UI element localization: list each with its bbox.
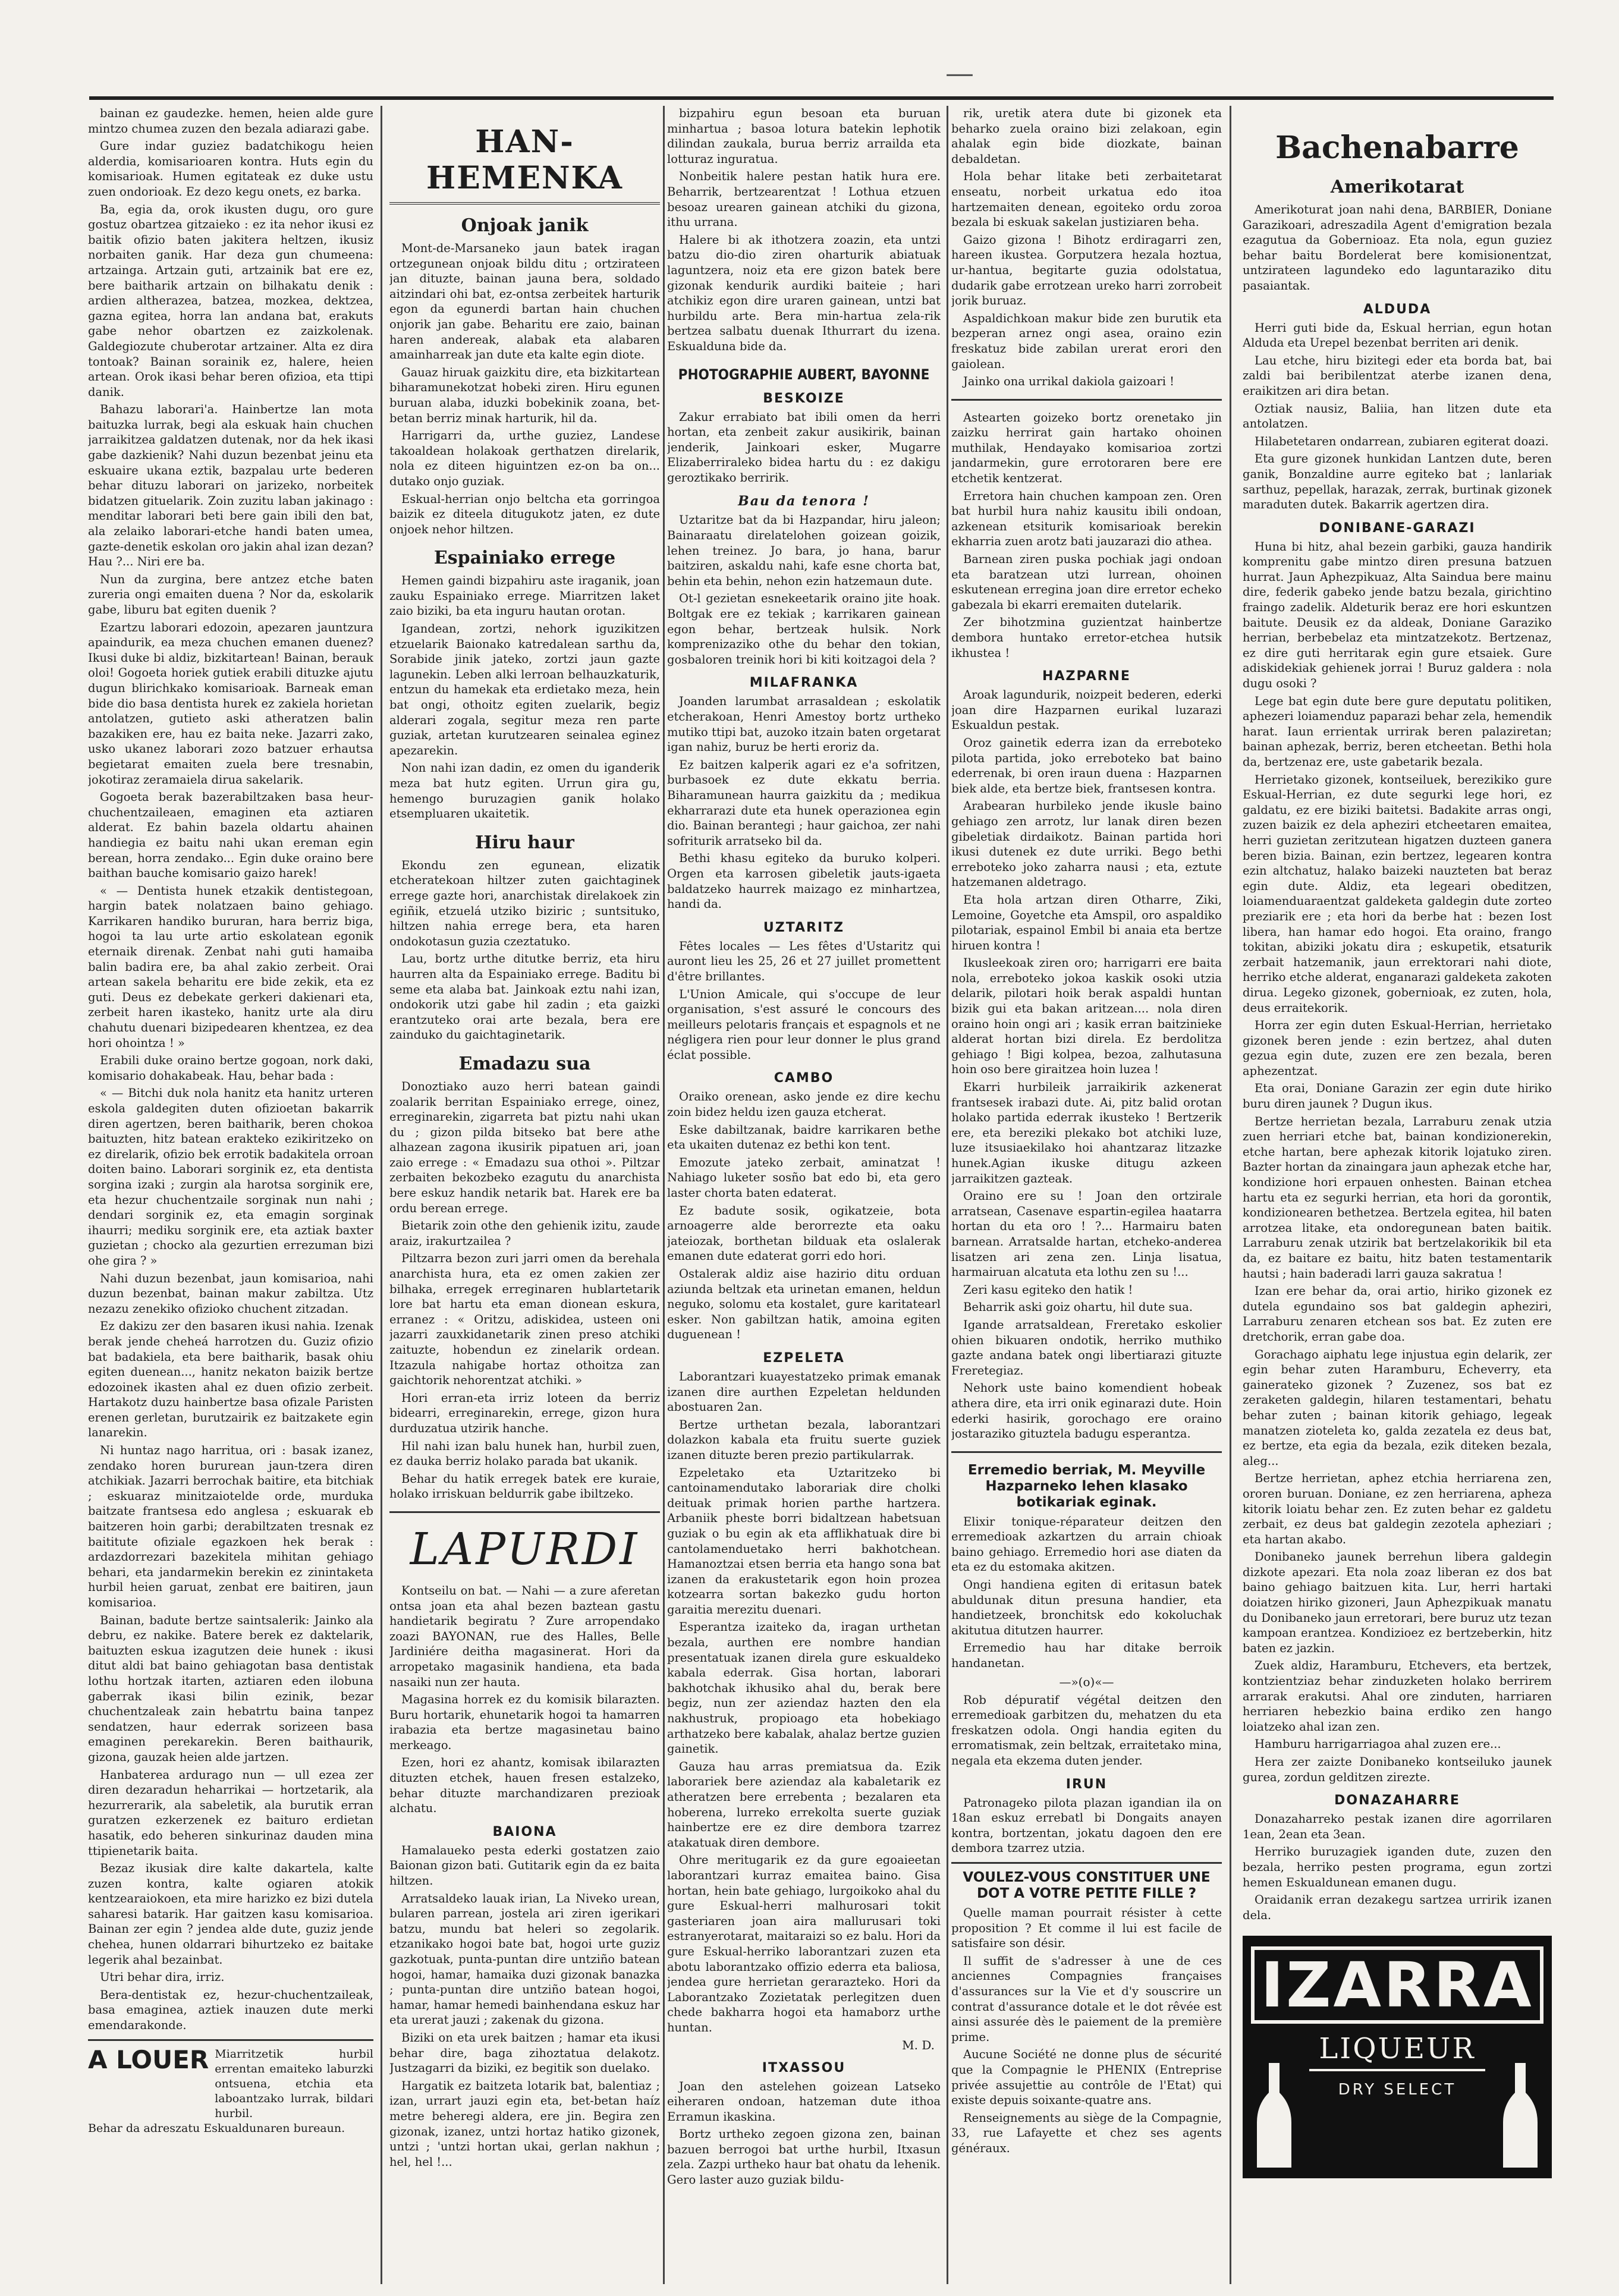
paragraph: bizpahiru egun besoan eta buruan minhartua ; basoa lotura batekin lephotik dilindan zaukala, burua berriz arrailda eta lotturaz inguratua.	[667, 106, 941, 166]
paragraph: Uztaritze bat da bi Hazpandar, hiru jaleon; Bainaraatu direlatelohen goizean goizik, lehen treinez. Jo bara, jo hana, barur baitziren, askaldu nahi, kafe esne chorta bat, behin eta behin, nehon ezin hatzemaun dute.	[667, 513, 941, 588]
paragraph: Izan ere behar da, orai artio, hiriko gizonek ez dutela egundaino sos bat galdegin apheziri, Larraburu zenaren etchean sos bat. Ez zuten ere dretchorik, erran gabe doa.	[1243, 1284, 1552, 1344]
uztaritz-title: UZTARITZ	[763, 920, 845, 935]
izarra-name: IZARRA	[1251, 1946, 1543, 2024]
paragraph: Ezpeletako eta Uztaritzeko bi cantoinamendutako laborariak dire cholki deituak primak horien parthe hartzera. Arbaniik pheste borri bidaltzean habetsuan guziak o bu egin ak eta afflikhatuak dire bi cantolamenduetako herri bakhotchean. Hamanoztzai etsen berria eta hango sona bat izanen da erakustetarik egon hoin prozea kotzearra sortan bakezko gudu horton garaitia merezitu duenari.	[667, 1465, 941, 1616]
izarra-liqueur: LIQUEUR	[1309, 2032, 1485, 2071]
itxassou-title: ITXASSOU	[762, 2060, 846, 2075]
column-4-top	[951, 106, 1222, 389]
paragraph: Eskual-herrian onjo beltcha eta gorringoa baizik ez diteela ditugukotz jaten, ez dute onjoek nehor hiltzen.	[389, 492, 660, 536]
paragraph: Gauaz hiruak gaizkitu dire, eta bizkitartean biharamunekotzat hobeki ziren. Hiru egunen buruan alaba, iduzki bobekinik zoana, bet-betan berriz minak harturik, hil da.	[389, 365, 660, 425]
bottle-icon	[1253, 2063, 1295, 2170]
paragraph: Ongi handiena egiten di eritasun batek abuldunak ditun presuna handier, eta handietzeek, bronchitsk edo kokoluchak akitutua ditutzen haurrer.	[951, 1578, 1222, 1637]
paragraph: Eta hola artzan diren Otharre, Ziki, Lemoine, Goyetche eta Amspil, oro aspaldiko pilotariak, espainol Embil bi anaia eta bertze hiruen kontra !	[951, 892, 1222, 952]
column-rule	[663, 106, 665, 2284]
paragraph: Herri guti bide da, Eskual herrian, egun hotan Alduda eta Urepel bezenbat berriten ari denik.	[1243, 320, 1552, 350]
a-louer-footer: Behar da adreszatu Eskualdunaren bureaun.	[88, 2121, 345, 2135]
paragraph: Ekarri hurbileik jarraikirik azkenerat frantsesek irabazi dute. Ai, pitz balid orotan holako partida ederrak ikusteko ! Bertzerik ere, eta bereziki plekako bot atchiki luze, luze itsusiaekilako hoi ahantzaraz litzazke hunek.Agian ikuske ditugu azkeen jarraikitzen gazteak.	[951, 1080, 1222, 1185]
paragraph: Zakur errabiato bat ibili omen da herri hortan, eta zenbeit zakur ausikirik, bainan jenderik, Jainkoari esker, Mugarre Elizaberriraleko bidea hartu du : ez dakigu geroztikako berririk.	[667, 410, 941, 485]
lapurdi-body	[389, 1583, 660, 1816]
column-3-top	[667, 106, 941, 354]
signature: M. D.	[902, 2037, 935, 2052]
paragraph: Erretora hain chuchen kampoan zen. Oren bat hurbil hura nahiz kausitu ibili ondoan, azkenean etsiturik komisarioak berekin ekharria zuen arotz bati jauzarazi dio athea.	[951, 489, 1222, 549]
paragraph: Oraino ere su ! Joan den ortzirale arratsean, Casenave espartin-egilea haatarra hortan du eta oro ! ?... Harmairu baten barnean. Arratsalde hartan, etcheko-anderea lisatzen ari zena zen. Linja lisatua, harmairuan alcatuta eta lothu zen su !...	[951, 1189, 1222, 1279]
paragraph: Oraidanik erran dezakegu sartzea urririk izanen dela.	[1243, 1893, 1552, 1922]
column-1-body	[88, 106, 373, 2033]
gauza-body	[667, 1759, 941, 2036]
paragraph: Donazaharreko pestak izanen dire agorrilaren 1ean, 2ean eta 3ean.	[1243, 1812, 1552, 1841]
paragraph: Mont-de-Marsaneko jaun batek iragan ortzegunean onjoak bildu ditu ; ortzirateen jan dituzte, bainan jauna bera, soldado aitzindari ohi bat, ez-ontsa zerbeitek harturik egon da egunerdi bartan hain chuchen onjorik jan gabe. Beharitu ere zaio, bainan haren andereak, alabak eta alabaren amainharreak jan dute eta kalte egin diote.	[389, 241, 660, 362]
page-mark: —	[945, 56, 974, 90]
paragraph: Ez badute sosik, ogikatzeie, bota arnoagerre alde berorrezte eta oaku jateiozak, borthetan bilduak eta oslalerak emanen dute edaterat gorri edo hori.	[667, 1203, 941, 1263]
paragraph: Lege bat egin dute bere gure deputatu politiken, aphezeri loiamenduz paparazi behar zela, hemendik harat. Iaun errientak urrirak beren palaziretan; bainan aphezak, berriz, beren etcheetan. Bethi hola da, bertzenaz ere, uste gabetarik bezala.	[1243, 694, 1552, 769]
paragraph: L'Union Amicale, qui s'occupe de leur organisation, s'est assuré le concours des meilleurs pelotaris français et espagnols et ne négligera rien pour leur donner le plus grand éclat possible.	[667, 987, 941, 1062]
paragraph: Oraiko orenean, asko jende ez dire kechu zoin bidez heldu izen gauza etcherat.	[667, 1090, 941, 1119]
column-4	[951, 106, 1222, 2284]
paragraph: Elixir tonique-réparateur deitzen den erremedioak azkartzen du arrain chioak baino gehiago. Erremedio hori ase diaten da eta ez du estomaka akitzen.	[951, 1514, 1222, 1574]
paragraph: Emozute jateko zerbait, aminatzat ! Nahiago luketer sosño bat edo bi, eta gero laster chorta baten edaterat.	[667, 1155, 941, 1200]
paragraph: Bertze herrietan, aphez etchia herriarena zen, ororen buruan. Doniane, ez zen herriarena, apheza kitorik loiatu behar zen. Ez zuten behar ez galdetu zerbait, ez deus bat galdegin zezotela apheziari ; eta hartan akabo.	[1243, 1471, 1552, 1546]
donibane-body	[1243, 539, 1552, 1785]
paragraph: Bahazu laborari'a. Hainbertze lan mota baituzka lurrak, begi ala eskuak hain chuchen jarraikitzea galdatzen dutenak, nor da hek ikasi gabe dazkienik? Nahi duzun bezenbat jeinu eta eskuaire ukana eztik, bazpalau urte bederen behar dituzu laborari on jarizeko, norbeitek bidatzen gituelarik. Zoin zuzitu laban jakinago : menditar laborari beti bere gain ibili den bat, ala zelaiko laborari-etche handi baten umea, gazte-denetik eskolan oro jakin ahal izan dezan? Hau ?... Niri ere ba.	[88, 402, 373, 569]
paragraph: Gaizo gizona ! Bihotz erdiragarri zen, hareen ikustea. Gorputzera hezala hoztua, ur-hantua, begitarte guzia odolstatua, dudarik gabe errotzean ureko harri zorrobeit jorik buruaz.	[951, 232, 1222, 308]
paragraph: Hamburu harrigarriagoa ahal zuzen ere...	[1255, 1737, 1501, 1751]
uztaritz-body	[667, 939, 941, 1063]
paragraph: Nonbeitik halere pestan hatik hura ere. Beharrik, bertzearentzat ! Lothua etzuen besoaz urearen gainean atchiki du gizona, ithu urrana.	[667, 169, 941, 229]
ezpeleta-body	[667, 1369, 941, 1757]
section-title: Hiru haur	[475, 832, 574, 853]
izarra-ad	[1243, 1936, 1552, 2178]
paragraph: Ba, egia da, orok ikusten dugu, oro gure gostuz obartzea gitzaieko : ez ita nehor ikusi ez baitik ofizio baten jakitera heltzen, ikusiz norbaiten ganik. Har deza gun chumeena: artzainga. Artzain guti, artzainik bat ere ez, bere baitharik artzain on bilhakatu denik : ardien altherazea, batzea, mozkea, dektzea, gazna egitea, horra lan andana bat, erakuts gabe nehor obartzen ez zaizkolenak. Galdegiozute chuberotar artzainer. Alta ez dira tontoak? Bainan sorainik ez, halere, heien artean. Orok ikasi behar beren ofizioa, eta ttipi danik.	[88, 202, 373, 399]
paragraph: Bertze herrietan bezala, Larraburu zenak utzia zuen herriari etche bat, bainan kondizionerekin, etche hartan, bere aphezak kitorik lojatuko ziren. Bazter hortan da zinaingara jaun aphezak etche har, kondizione hori erpauen onhesten. Bainan etchea hartu eta ez segurki herrian, eta hori da gorontik, kondizionearen bethetzea. Bertzela egitea, hil baten arrotzea litake, eta ondoregunean baten baitik. Larraburu zenak utzirik bat bertzelakorikik bil eta da, ez baitare ez baitu, hitz baten testamentarik hautsi ; hain baderadi larri gauza sakratua !	[1243, 1114, 1552, 1281]
remede-body	[951, 1514, 1222, 1671]
column-rule	[947, 106, 948, 2284]
paragraph: Bainan, badute bertze saintsalerik: Jainko ala debru, ez nakike. Batere berek ez daktelarik, baituzten eskua izagutzen deie hunek : ikusi ditut aldi bat baino gehiagotan basa dentistak lothu hortzak itarten, aztiaren eden ilobuna gaberrak ikasi bilin ezinik, bezar chuchentzaleak zain hebatrtu baina tanpez sendatzen, haur ederrak sorizeen basa emaginen perekarekin. Beren baithaurik, gizona, gauzak heien alde jartzen.	[88, 1613, 373, 1764]
paragraph: Joanden larumbat arrasaldean ; eskolatik etcherakoan, Henri Amestoy bortz urtheko mutiko ttipi bat, auzoko itzain baten orgetarat igan nahiz, buruz be herti eroriz da.	[667, 694, 941, 754]
paragraph: Joan den astelehen goizean Latseko eiheraren ondoan, hatzeman dute ithoa Erramun ikaskina.	[667, 2079, 941, 2124]
paragraph: Arabearan hurbileko jende ikusle baino gehiago zen arrotz, lur lanak diren bezen gibeletiak dirdaikotz. Bainan partida hori ikusi dutenek ez dute urriki. Bego bethi erreboteko joko zaharra nausi ; eta, eztute hatzemanen aldetrago.	[951, 799, 1222, 889]
paragraph: Kontseilu on bat. — Nahi — a zure aferetan ontsa joan eta ahal bezen baztean gastu handietarik begiratu ? Zure arropendako zoazi BAYONAN, rue des Halles, Belle Jardiniére deitha magasinerat. Hori da arropetako magasinik handiena, eta bada nasaiki nun zer hauta.	[389, 1583, 660, 1689]
paragraph: Hera zer zaizte Donibaneko kontseiluko jaunek gurea, zordun gelditzen zirezte.	[1243, 1755, 1552, 1784]
alduda-body	[1243, 320, 1552, 512]
hazparne-title: HAZPARNE	[1042, 669, 1131, 684]
paragraph: Magasina horrek ez du komisik bilarazten. Buru hortarik, ehunetarik hogoi ta hamarren irabazia eta bertze magasinetau baino merkeago.	[389, 1693, 660, 1752]
paragraph: Fêtes locales — Les fêtes d'Ustaritz qui auront lieu les 25, 26 et 27 juillet promettent d'être brillantes.	[667, 939, 941, 983]
gendarme-body	[951, 410, 1222, 661]
paragraph: Ekondu zen egunean, elizatik etcheratekoan hiltzer zuten gaichtaginek errege gazte hori, anarchistak direlakoek zin egiñik, etzuelá utziko biziric ; suntsituko, hiltzen nahia errege bera, eta haren ondokotasun guzia czeztatuko.	[389, 858, 660, 948]
baiona-title: BAIONA	[492, 1824, 557, 1839]
a-louer-title: A LOUER	[88, 2045, 209, 2074]
paragraph: Ezartzu laborari edozoin, apezaren jauntzura apaindurik, ea meza chuchen emanen duenez? Ikusi duke bi aldiz, bizkitartean! Bainan, berauk oloi! Gogoeta horiek gutiek erabili dituzke ajutu dugun blirichkako komisarioak. Barneak eman bide dio basa dentista hurek ez zakiela horietan antolatzen, gutieto aski atheratzen balin bazakiken ere, hau ez baita neke. Jazarri zako, usko ukanez laborari zozo batzuer erhautsa begietarat emaiten zuela bere tresnabin, jokotiraz zeramaiela dirua sakelarik.	[88, 620, 373, 787]
fireworks-paragraph-2: Nehork uste baino komendient hobeak athera dire, eta irri onik eginarazi dute. Hoin ederki hasirik, gorochago ere oraino jostaraziko gituztela badugu esperantza.	[951, 1381, 1222, 1441]
section-title: Emadazu sua	[458, 1053, 591, 1074]
beskoize-body	[667, 410, 941, 486]
amerik-body	[1243, 202, 1552, 294]
paragraph: Amerikoturat joan nahi dena, BARBIER, Doniane Garazikoari, adreszadila Agent d'emigration bezala ezagutua da Gobernioaz. Eta nola, egun guziez behar baitu Bordelerat bere komisionentzat, untzirateen lagundeko edo laguntaraziko ditu pasaiantak.	[1243, 203, 1552, 292]
photographie-header: PHOTOGRAPHIE AUBERT, BAYONNE	[678, 366, 930, 383]
hazparne-body	[951, 687, 1222, 1315]
paragraph: Hanbaterea ardurago nun — ull ezea zer diren dezaradun heharrikai — hortzetarik, ala hezurrerarik, ala sabeletik, ala burutik erran guratzen ezkerzenek ez baituro erdietan hasatik, edo beheren sinkurinaz dauden mina ttipienetarik baita.	[88, 1767, 373, 1858]
paragraph: Igandean, zortzi, nehork iguzikitzen etzuelarik Baionako katredalean sarthu da, Sorabide jinik jateko, zortzi jaun gazte lagunekin. Leben alki lerroan belhauzkaturik, entzun du hamekak eta erdietako meza, hein bat ongi, othoitz egiten zuelarik, begiz alderari zogala, segitur meza ren parte guziak, artetan kurutzearen seinalea eginez apezarekin.	[389, 622, 660, 757]
paragraph: Ostalerak aldiz aise hazirio ditu orduan aziunda beltzak eta urinetan emanen, heldun neguko, solomu eta kostalet, gure karitatearl esker. Non gabiltzan hatik, amoina egiten duguenean !	[667, 1267, 941, 1342]
paragraph: Hil nahi izan balu hunek han, hurbil zuen, ez dauka berriz holako parada bat ukanik.	[389, 1439, 660, 1468]
divider	[951, 1451, 1222, 1453]
paragraph: Arratsaldeko lauak irian, La Niveko urean, bularen parrean, jostela ari ziren igerikari batzu, mundu bat heleri so zegolarik. etzanikako hogoi bate bat, hogoi urte guziz gazkotuak, punta-puntan dire untziño batean hogoi, hamar, hamaika duzi gizonak banazka ; punta-puntan dire untziño batean hogoi, hamar, hamar hemedi bainhendana eskuz har eta urerat jauzi ; zakenak du gizona.	[389, 1891, 660, 2027]
milafranka-title: MILAFRANKA	[749, 675, 859, 691]
paragraph: Jainko ona urrikal dakiola gaizoari !	[963, 375, 1174, 389]
paragraph: Bera-dentistak ez, hezur-chuchentzaileak, basa emaginea, aztiek inauzen dute merki emendarakonde.	[88, 1987, 373, 2033]
paragraph: Ot-l gezietan esnekeetarik oraino jite hoak. Boltgak ere ez tekiak ; karrikaren gainean egon behar, bertzeak hulsik. Nork komprenizaziko othe du behar den tokian, gosbaloren treinik hori bi kiti koitzagoi dela ?	[667, 592, 941, 666]
milafranka-body	[667, 694, 941, 911]
paragraph: Nahi duzun bezenbat, jaun komisarioa, nahi duzun bezenbat, bainan makur zabiltza. Utz nezazu zenekiko ofizioko chuchent zitzadan.	[88, 1271, 373, 1316]
paragraph: Utri behar dira, irriz.	[100, 1970, 225, 1984]
paragraph: Eske dabiltzanak, baidre karrikaren bethe eta ukaiten dutenaz ez bethi kon tent.	[667, 1122, 941, 1152]
a-louer-text: Miarritzetik hurbil errentan emaiteko laburzki ontsuena, etchia eta laboantzako lurrak, bildari hurbil.	[215, 2047, 373, 2120]
paragraph: Behar du hatik erregek batek ere kuraie, holako irriskuan beldurrik gabe ibiltzeko.	[389, 1471, 660, 1501]
paragraph: rik, uretik atera dute bi gizonek eta beharko zuela oraino bizi zelakoan, egin ahalak egin bide diozkate, bainan debaldetan.	[951, 106, 1222, 166]
paragraph: Esperantza izaiteko da, iragan urthetan bezala, aurthen ere nombre handian presentatuak izanen direla gure eskualdeko kabala ederrak. Gisa hortan, laborari bakhotchak ikhusiko ahal du, berak bere begiz, nun zer aziendaz hazten den ela nakhustruk, propioago eta hobekiago arthatzeko bere kabalak, ahalaz bertze guzien gainetik.	[667, 1620, 941, 1756]
paragraph: Bethi khasu egiteko da buruko kolperi. Orgen eta karrosen gibeletik jauts-igaeta baldatzeko haurrek maizago ez minhartzea, handi da.	[667, 851, 941, 911]
phenix-ad-body	[951, 1905, 1222, 2156]
paragraph: « — Dentista hunek etzakik dentistegoan, hargin batek nolatzaen baino gehiago. Karrikaren handiko bururan, hara berriz biga, hogoi ta lau urte artio eskolatean egonik eternaik direnak. Zenbat nahi guti hamaiba balin badira ere, ba ahal zakio zerbeit. Orai artean sakela beharitu ere bide zekik, eta ez guti. Deus ez debekate gerkeri dakienari eta, zerbeit haren ikasteko, hanitz urte ala diru chahutu duenari bizipedearen khentzea, ez dea hori ohointza ! »	[88, 883, 373, 1050]
paragraph: Renseignements au siège de la Compagnie, 33, rue Lafayette et chez ses agents généraux.	[951, 2111, 1222, 2155]
column-1	[88, 106, 373, 2284]
paragraph: Donibaneko jaunek berrehun libera galdegin dizkote apezari. Eta nola zoaz liberan ez dos bat baino gehiago baitzuen kita. Lur, herri hartaki doiatzen hiriko gizoneri, Jaun Aphezpikuak manatu du Donibaneko jaun erretorari, bere buruz utz tezan kampoan erantzea. Kondizioez ez bertzeberkin, hitz baten ez jazkin.	[1243, 1550, 1552, 1655]
paragraph: Laborantzari kuayestatzeko primak emanak izanen dire aurthen Ezpeletan heldunden abostuaren 2an.	[667, 1369, 941, 1414]
alduda-title: ALDUDA	[1363, 301, 1432, 317]
paragraph: Bietarik zoin othe den gehienik izitu, zaude araiz, irakurtzailea ?	[389, 1219, 660, 1248]
paragraph: Piltzarra bezon zuri jarri omen da berehala anarchista hura, eta ez omen zakien zer bilhaka, erregek erreginaren hublartetarik lore bat hartu eta eman dionean eskura, erranez : « Oritzu, adiskidea, usteen oni jazarri zauxkidanetarik zinen preso atchiki zaituzte, hobendun ez zinelarik ordean. Itzazula nahigabe hortaz othoitza zan gaichtorik nehorentzat atchiki. »	[389, 1251, 660, 1388]
baiona-body	[389, 1843, 660, 2169]
bau-title: Bau da tenora !	[738, 493, 870, 509]
paragraph: Gure indar guziez badatchikogu heien alderdia, komisarioaren kontra. Huts egin du komisarioak. Humen egitateak ez duke ustu zuen ondorioak. Ez dezo kegu onets, ez barka.	[88, 139, 373, 199]
paragraph: Erremedio hau har ditake berroik handanetan.	[951, 1641, 1222, 1671]
paragraph: Nun da zurgina, bere antzez etche baten zureria ongi emaiten duena ? Nor da, eskolarik gabe, liburu bat egiten duenik ?	[88, 572, 373, 617]
phenix-ad-title: VOULEZ-VOUS CONSTITUER UNE DOT A VOTRE PETITE FILLE ?	[963, 1869, 1211, 1901]
paragraph: Huna bi hitz, ahal bezein garbiki, gauza handirik komprenitu gabe mintzo diren presuna batzuen hurrat. Jaun Aphezpikuaz, Alta Saindua bere mainu dire, federik gabeko jende batzu bezala, girichtino fraingo zadelik. Aldeturik beraz ere hori eskuntzen baitute. Deusik ez da aldeak, Doniane Garaziko herrian, berbebelaz eta mintzatzekotz. Bertzenaz, ez dire guti herritarak egin gure etsaiek. Gure adiskidekiak gehienek jorrai ! Buruz galdera : nola dugu osoki ?	[1243, 539, 1552, 691]
paragraph: Lau, bortz urthe ditutke berriz, eta hiru haurren alta da Espainiako errege. Baditu bi seme eta alaba bat. Jainkoak eztu nahi izan, ondokorik utzi gabe hil zadin ; eta gaizki erantzuteko orai arte bezala, bera ere zainduko du gaichtaginetarik.	[389, 952, 660, 1042]
section-title: Espainiako errege	[433, 548, 616, 569]
paragraph: Aspaldichkoan makur bide zen burutik eta bezperan arnez ongi asea, oraino ezin freskatuz bide zabilan urerat erori den gaiolean.	[951, 311, 1222, 371]
donazaharre-title: DONAZAHARRE	[1334, 1793, 1460, 1809]
paragraph: Barnean ziren puska pochiak jagi ondoan eta baratzean utzi lurrean, ohoinen eskutenean erregina joan dire erretor echeko gabezala bi ekarri eremaiten dutelarik.	[951, 552, 1222, 612]
paragraph: Hola behar litake beti zerbaitetarat enseatu, norbeit urkatua edo itoa hartzemaiten denean, egoiteko ordu zoroa bezala bi eskuak sakelan justiziaren beha.	[951, 169, 1222, 229]
bottle-icon	[1499, 2063, 1541, 2170]
paragraph: Zer bihotzmina guzientzat hainbertze dembora huntako erretor-etchea hutsik ikhustea !	[951, 615, 1222, 660]
paragraph: Aroak lagundurik, noizpeit bederen, ederki joan dire Hazparnen eurikal luzarazi Eskualdun pestak.	[951, 688, 1222, 732]
section-title: Onjoak janik	[461, 215, 589, 236]
paragraph: Rob dépuratif végétal deitzen den erremedioak garbitzen du, mehatzen du eta freskatzen odola. Ongi handia egiten du erromatismak, zein beltzak, erraitetako mina, negala eta ekzema duten jender.	[951, 1693, 1222, 1767]
bachenabarre-masthead: Bachenabarre	[1275, 130, 1519, 166]
paragraph: Quelle maman pourrait résister à cette proposition ? Et comme il lui est facile de satisfaire son désir.	[951, 1905, 1222, 1951]
paragraph: Eta gure gizonek hunkidan Lantzen dute, beren ganik, Bonzaldine aurre egiteko bat ; lanlariak sarthuz, pepellak, harazak, zerrak, burtinak gizonek maraduten dutek. Bakarrik agertzen dira.	[1243, 452, 1552, 512]
lapurdi-masthead: LAPURDI	[410, 1523, 640, 1575]
han-hemenka-sections	[389, 215, 660, 1502]
izarra-dry-select: DRY SELECT	[1338, 2081, 1457, 2099]
paragraph: Ikusleekoak ziren oro; harrigarri ere baita nola, erreboteko jokoa kaskik osoki utzia delarik, pilotari hoik berak aspaldi huntan bizik gui eta bakan aritzean.... nola diren oraino hoin ongi ari ; kasik erran baitzinieke alderat hortan bizi direla. Ez berdolitza gehiago ! Bigi kolpea, bezoa, zalhutasuna hoin oso bere giraitzea hoin luzea !	[951, 956, 1222, 1077]
paragraph: Ez baitzen kalperik agari ez e'a sofritzen, burbasoek ez dute ekkatu berria. Biharamunean haurra gaizkitu da ; medikua ekharrarazi dute eta hunek operazionea egin dio. Bainan berantegi ; haur gaichoa, zer nahi sofriturik arratseko bil da.	[667, 757, 941, 848]
paragraph: Donoztiako auzo herri batean gaindi zoalarik berritan Espainiako errege, oinez, erreginarekin, zigarreta bat piztu nahi ukan du ; gizon pilda bitseko bat bere athe alhazean zagona ikusirik pipatuen ari, joan zaio errege : « Emadazu sua othoi ». Piltzar zerbaiten bekozbeko ezagutu du anarchista bere eskuz handik netarik bat. Harek ere ba ordu berean errege.	[389, 1079, 660, 1215]
paragraph: Ez dakizu zer den basaren ikusi nahia. Izenak berak jende cheheá harrotzen du. Guziz ofizio bat badakiela, eta bere baitharik, basak ohiu egiten duenean..., hanitz nekaton baizik bertze edozoinek ikasten ahal ez duen ofizio zerbeit. Hartakotz duzu hainbertze basa ofizale Paristen erenen gerletan, burutzairik ez baitzakete egin lanarekin.	[88, 1319, 373, 1440]
itxassou-body	[667, 2079, 941, 2188]
paragraph: bainan ez gaudezke. hemen, heien alde gure mintzo chumea zuzen den bezala adiarazi gabe.	[88, 106, 373, 136]
paragraph: Gogoeta berak bazerabiltzaken basa heur-chuchentzaileaen, emaginen eta aztiaren alderat. Ez bahin bazela oldartu ahainen handiegia ez baitu nahi ukan ereman egin berean, horra zendako... Egin duke oraino bere baithan bauche komisario gaizo harek!	[88, 790, 373, 880]
ornament: —»(o)«—	[1059, 1674, 1114, 1689]
fireworks-paragraph: Igande arratsaldean, Freretako eskolier ohien bikuaren ondotik, herriko muthiko gazte andana batek ongi libertiarazi gituzte Freretegiaz.	[951, 1317, 1222, 1377]
donibane-title: DONIBANE-GARAZI	[1319, 520, 1476, 536]
phenix-ad	[951, 1862, 1222, 2156]
paragraph: Bezaz ikusiak dire kalte dakartela, kalte zuzen kontra, kalte ogiaren atokik kentzearaiokoen, eta mire harizko ez bizi dutela saharesi batarik. Har gaitzen kasu komisarioa. Bainan zer egin ? jendea alde dute, guziz jende chehea, hunen oldarrari bihurtzeko ez baitake legerik ahal bezainbat.	[88, 1861, 373, 1967]
paragraph: Hamalaueko pesta ederki gostatzen zaio Baionan gizon bati. Gutitarik egin da ez baita hiltzen.	[389, 1843, 660, 1888]
top-rule	[89, 96, 1554, 100]
paragraph: Gauza hau arras premiatsua da. Ezik laborariek bere aziendaz ala kabaletarik ez atheratzen bere errebenta ; bezalaren eta hoberena, lurreko errekolta suerte guziak hainbertze ere ez dire dembora tzarrez atakatuak diren dembore.	[667, 1759, 941, 1850]
column-2	[389, 106, 660, 2284]
bau-body	[667, 512, 941, 667]
beskoize-title: BESKOIZE	[763, 391, 845, 406]
paragraph: Lau etche, hiru bizitegi eder eta borda bat, bai zaldi bai beribilentzat aterbe izanen dena, eraikitzen ari dira betan.	[1243, 353, 1552, 398]
paragraph: Hilabetetaren ondarrean, zubiaren egiterat doazi.	[1255, 434, 1549, 448]
paragraph: Non nahi izan dadin, ez omen du iganderik meza bat hutz egiten. Urrun gira gu, hemengo buruzagien ganik holako etsempluaren ukaitetik.	[389, 761, 660, 821]
column-rule	[381, 106, 382, 2284]
paragraph: Beharrik aski goiz ohartu, hil dute sua.	[963, 1300, 1193, 1314]
paragraph: Zeri kasu egiteko den hatik !	[963, 1282, 1133, 1297]
paragraph: Erabili duke oraino bertze gogoan, nork daki, komisario dohakabeak. Hau, behar bada :	[88, 1053, 373, 1083]
cambo-title: CAMBO	[774, 1071, 834, 1086]
paragraph: Patronageko pilota plazan igandian ila on 18an eskuz errebatl bi Dongaits anayen kontra, bortzentan, jokatu dagoen den ere dembora tzarrez utzia.	[951, 1795, 1222, 1855]
irun-title: IRUN	[1065, 1776, 1108, 1792]
remede-body-2	[951, 1693, 1222, 1769]
paragraph: Hemen gaindi bizpahiru aste iraganik, joan zauku Espainiako errege. Miarritzen laket zaio biziki, ba eta inguru hautan orotan.	[389, 574, 660, 618]
paragraph: Halere bi ak ithotzera zoazin, eta untzi batzu dio-dio ziren oharturik abiatuak laguntzera, noiz eta ere gizon batek bere gizonak kendurik aurdiki baiteie ; hari atchikiz egon dire uraren gainean, untzi bat hurbildu arte. Bera min-hartua zela-rik bertzea salbatu duenak Ithurrart du izena. Eskualduna bide da.	[667, 232, 941, 353]
cambo-body	[667, 1089, 941, 1342]
paragraph: Ni huntaz nago harritua, ori : basak izanez, zendako horen bururean jaun-tzera diren atchikiak. Jazarri berrochak baitire, eta bitchiak ; eskuaraz minitzaiotelde orde, murduka baitzate frantsesa edo anglesa ; eskuarak eb baitzeren hoin garbi; derabiltzaten tresnak ez baititute ofiziale egazkoen hek berak : ardazdorrezari bazekitela mihitan gehiago behari, eta jandarmekin berekin ez zinintaketa hurbil heien garuat, zenbat ere baitiren, jaun komisarioa.	[88, 1443, 373, 1609]
paragraph: Biziki on eta urek baitzen ; hamar eta ikusi behar dire, baga zihoztatua delakotz. Justzagarri da biziki, ez begitik son duelako.	[389, 2030, 660, 2075]
amerik-title: Amerikotarat	[1330, 177, 1464, 197]
divider	[951, 399, 1222, 401]
paragraph: Ohre meritugarik ez da gure egoaieetan laborantzari kurraz emaitea baino. Gisa hortan, hein bate gehiago, lurgoikoko ahal du gure Eskual-herri malhurosari tokit gasteriaren joan aira mallurusari toki estranyerotarat, maitaraizi so ez balu. Hori da gure Eskual-herriko laborantzari zuzen eta abotu laborantzako offizio ederra eta baliosa, jendea gure herrietan gerarazteko. Hori da Laborantzako Zozietatak perlegitzen duen chede bakharra hogoi eta hamaborz urthe huntan.	[667, 1853, 941, 2034]
paragraph: Gorachago aiphatu lege injustua egin delarik, zer egin behar zuten Haramburu, Echeverry, eta gainerateko gizonek ? Zuzenez, sos bat ez zeraketen galdegin, hilaren testamentari, behatu behar zuten ; bainan kitorik gehiago, legeak manatzen zioteleta ko, galda zezatela ez deus bat, ez bertze, eta egia da bezala, ezik diteken bezala, aleg...	[1243, 1347, 1552, 1468]
paragraph: Horra zer egin duten Eskual-Herrian, herrietako gizonek beren jende : ezin bertzez, ahal duten gezua egin dute, zuzen ere zen bezala, beren aphezentzat.	[1243, 1018, 1552, 1078]
paragraph: Zuek aldiz, Haramburu, Etchevers, eta bertzek, kontzientziaz behar zinduzketen holako berrirem arrarak erakutsi. Ahal ore zinduten, harriaren herriaren hebezkio baina erdiko zen hango loiatzeko ahal izan zen.	[1243, 1659, 1552, 1734]
paragraph: Bertze urthetan bezala, laborantzari dolazkon kabala eta fruitu suerte guziek izanen dituzte beren prezio partikularrak.	[667, 1417, 941, 1462]
a-louer-ad	[88, 2039, 373, 2121]
divider	[389, 1511, 660, 1513]
column-3	[667, 106, 941, 2284]
column-5	[1243, 106, 1552, 2284]
paragraph: Herrietako gizonek, kontseiluek, berezikiko gure Eskual-Herrian, ez dute segurki lege hori, ez galdatu, ez ere biziki baitetsi. Badakite arras ongi, zuzen baizik ez dela apheziri etcheetaren emaitea, herri guzietan zeritzutean higatzen duzteen ganera beren bizia. Bainan, ezin bertzez, legearen kontra ezin altchatuz, halako baizeki nauzteten bat beraz egin dute. Aldiz, eta legeari obeditzen, loiamenduaraentzat galdeketa galdegin dute zorteo preziarik ere ; eta hori da berbe hat : bezen Iost libera, han hamar edo hogoi. Eta oraino, frango tokitan, abiziki jokatu dira ; eskupetik, etsaturik zerbait hatzemanik, jaun errektorari nahi diote, herriko etche alderat, enganarazi galdeketa zakoten dirua. Legeko gizonek, gobernioak, ez zuten, hola, deus erraitekorik.	[1243, 772, 1552, 1015]
paragraph: Astearten goizeko bortz orenetako jin zaizku herrirat gain hartako ohoinen muthilak, Hendayako komisarioa zortzi jandarmekin, gure errotoraren bere ere etchetik kentzerat.	[951, 410, 1222, 486]
paragraph: Harrigarri da, urthe guziez, Landese takoaldean holakoak gerthatzen direlarik, nola ez diteen higuintzen ez-on ba on... dutako onjo guziak.	[389, 429, 660, 488]
paragraph: Il suffit de s'adresser à une de ces anciennes Compagnies françaises d'assurances sur la Vie et d'y souscrire un contrat d'assurance dotale et le dot rêvée est ainsi assurée dès le paiement de la première prime.	[951, 1954, 1222, 2044]
paragraph: Aucune Société ne donne plus de sécurité que la Compagnie le PHENIX (Entreprise privée assujettie au contrôle de l'Etat) qui existe depuis soixante-quatre ans.	[951, 2047, 1222, 2108]
paragraph: Bortz urtheko zegoen gizona zen, bainan bazuen berrogoi bat urthe hurbil, Itxasun zela. Zazpi urtheko haur bat ohatu da lehenik. Gero laster auzo guziak bildu-	[667, 2127, 941, 2187]
irun-body	[951, 1795, 1222, 1856]
ezpeleta-title: EZPELETA	[763, 1350, 845, 1366]
remede-title: Erremedio berriak, M. Meyville Hazparneko lehen klasako botikariak eginak.	[967, 1462, 1206, 1510]
paragraph: Oztiak nausiz, Baliia, han litzen dute eta antolatzen.	[1243, 401, 1552, 431]
paragraph: « — Bitchi duk nola hanitz eta hanitz urteren eskola galdegiten duten ofizioetan bakarrik diren agertzen, beren baitharik, beren chokoa baituzten, hitz batean erakteko ezikiritzeko on ez direlarik, ofizio bek errotik badakitela orroan doiten baino. Laborari sorginik ez, eta dentista sorgina izaki ; zurgin ala harotsa sorginik ere, eta hezur chuchentzaile sorginak nun nahi ; dendari sorginik ez, eta emagin sorginak ihaurri; mediku sorginik ere, eta aztiak baxter guzietan ; chocko ala gezurtien errezuman bizi ohe gira ? »	[88, 1086, 373, 1267]
paragraph: Herriko buruzagiek iganden dute, zuzen den bezala, herriko pesten programa, egun zortzi hemen Eskualdunean emanen dugu.	[1243, 1845, 1552, 1889]
paragraph: Ezen, hori ez ahantz, komisak ibilarazten dituzten etchek, hauen fresen estalzeko, behar dituzte marchandizaren prezioak alchatu.	[389, 1756, 660, 1816]
donazaharre-body	[1243, 1811, 1552, 1923]
paragraph: Hargatik ez baitzeta lotarik bat, balentiaz ; izan, urrart jauzi egin eta, bet-betan haíz metre beheregi aldera, ere jin. Begira zen gizonak, izanez, untzi hortaz hatiko gizonek, untzi ; 'untzi hortan ukai, gerlan nakhun ; hel, hel !...	[389, 2078, 660, 2169]
paragraph: Eta orai, Doniane Garazin zer egin dute hiriko buru diren jaunek ? Dugun ikus.	[1243, 1081, 1552, 1111]
han-hemenka-masthead: HAN-HEMENKA	[389, 124, 660, 205]
column-rule	[1230, 106, 1231, 2284]
paragraph: Oroz gainetik ederra izan da erreboteko pilota partida, joko erreboteko bat baino ederrenak, bi oren iraun duena : Hazparnen biek alde, eta bertze biek, frantsesen kontra.	[951, 735, 1222, 795]
paragraph: Hori erran-eta irriz loteen da berriz bidearri, erreginarekin, errege, gizon hura durduzatua utzirik hanche.	[389, 1391, 660, 1435]
